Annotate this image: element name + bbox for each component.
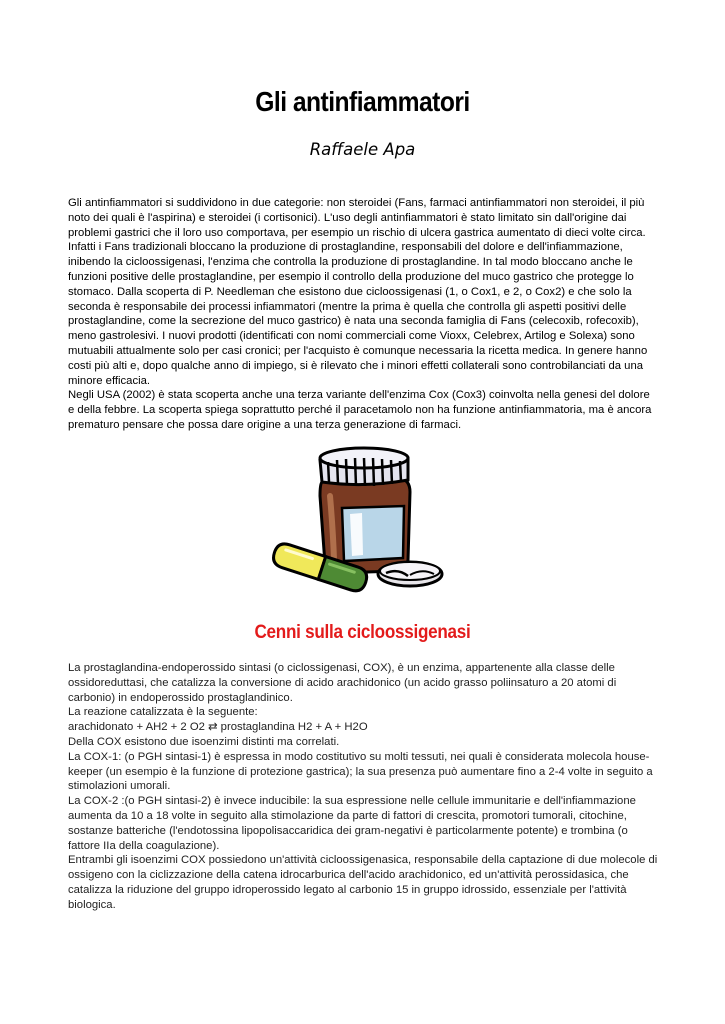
section-paragraph: La prostaglandina-endoperossido sintasi (o ciclossigenasi, COX), è un enzima, appartenente alla classe delle ossidoreduttasi, che catalizza la conversione di acido arachidonico (un acido grasso poliinsaturo a 20 atomi di carbonio) in endoperossido prostaglandinico. [68, 662, 617, 704]
section-paragraph: La COX-2 :(o PGH sintasi-2) è invece inducibile: la sua espressione nelle cellule immunitarie e dell'infiammazione aumenta da 10 a 18 volte in seguito alla stimolazione da parte di fattori di crescita, promotori tumorali, citochine, sostanze batteriche (l'endotossina lipopolisaccaridica dei gram-negativi è particolarmente potente) e trombina (o fattore IIa della coagulazione). [68, 795, 636, 852]
intro-paragraph: Negli USA (2002) è stata scoperta anche una terza variante dell'enzima Cox (Cox3) coinvolta nella genesi del dolore e della febbre. La scoperta spiega soprattutto perché il paracetamolo non ha funzione antinfiammatoria, ma è ancora prematuro pensare che possa dare origine a una terza generazione di farmaci. [68, 389, 652, 431]
intro-paragraph: Gli antinfiammatori si suddividono in due categorie: non steroidei (Fans, farmaci antinfiammatori non steroidei, il più noto dei quali è l'aspirina) e steroidei (i cortisonici). L'uso degli antinfiammatori è stato limitato sin dall'origine dai problemi gastrici che il loro uso comportava, per esempio un rischio di ulcera gastrica aumentato di dieci volte circa. Infatti i Fans tradizionali bloccano la produzione di prostaglandine, responsabili del dolore e dell'infiammazione, inibendo la cicloossigenasi, l'enzima che controlla la produzione di prostaglandine. In tal modo bloccano anche le funzioni positive delle prostaglandine, per esempio il controllo della produzione del muco gastrico che protegge lo stomaco. Dalla scoperta di P. Needleman che esistono due cicloossigenasi (1, o Cox1, e 2, o Cox2) e che solo la seconda è responsabile dei processi infiammatori (mentre la prima è quella che controlla gli aspetti positivi delle prostaglandine, come la secrezione del muco gastrico) è nata una seconda famiglia di Fans (celecoxib, rofecoxib), meno gastrolesivi. I nuovi prodotti (identificati con nomi commerciali come Vioxx, Celebrex, Artilog e Solexa) sono mutuabili attualmente solo per casi cronici; per l'acquisto è comunque necessaria la ricetta medica. In genere hanno costi più alti e, dopo qualche anno di impiego, si è rilevato che i minori effetti collaterali sono controbilanciati da una minore efficacia. [68, 197, 648, 387]
section-paragraph: La reazione catalizzata è la seguente: [68, 706, 258, 719]
section-title: Cenni sulla cicloossigenasi [254, 622, 471, 643]
section-paragraph: Della COX esistono due isoenzimi distinti ma correlati. [68, 735, 340, 748]
section-text [68, 661, 658, 913]
intro-text [68, 196, 658, 433]
section-paragraph: La COX-1: (o PGH sintasi-1) è espressa in modo costitutivo su molti tessuti, nei quali è considerata molecola house-keeper (un esempio è la funzione di protezione gastrica); la sua presenza può aumentare fino a 2-4 volte in seguito a stimolazioni umorali. [68, 750, 653, 793]
document-title: Gli antinfiammatori [255, 86, 470, 117]
pill-bottle-icon [270, 440, 450, 600]
section-paragraph: Entrambi gli isoenzimi COX possiedono un'attività cicloossigenasica, responsabile della captazione di due molecole di ossigeno con la ciclizzazione della catena idrocarburica dell'acido arachidonico, ed un'attività perossidasica, che catalizza la riduzione del gruppo idroperossido legato al carbonio 15 in gruppo idrossido, essenziale per l'attività biologica. [68, 854, 658, 911]
reaction-equation: arachidonato + AH2 + 2 O2 ⇄ prostaglandina H2 + A + H2O [68, 721, 368, 734]
document-author: Raffaele Apa [309, 140, 416, 159]
